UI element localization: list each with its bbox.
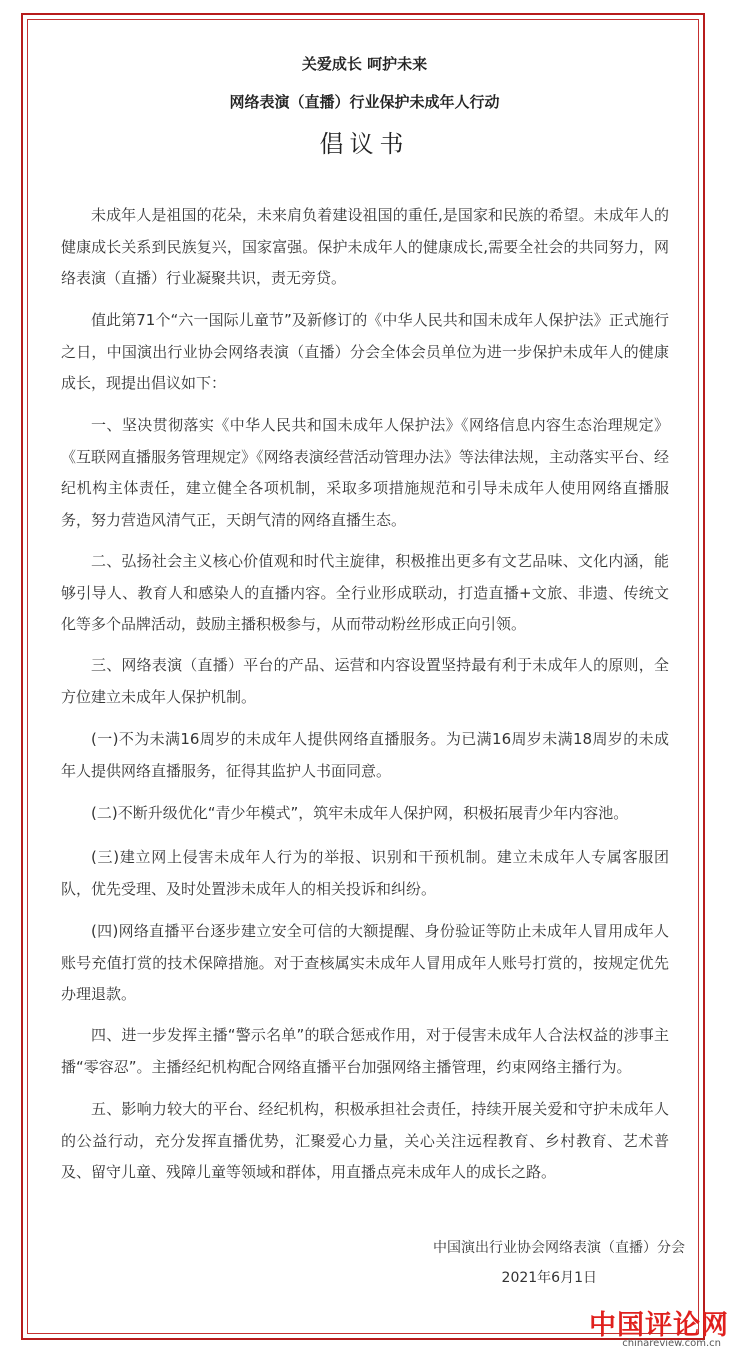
header-slogan: 关爱成长 呵护未来	[301, 55, 428, 73]
paragraph-sub-4: (四)网络直播平台逐步建立安全可信的大额提醒、身份验证等防止未成年人冒用成年人账号充值打赏的技术保障措施。对于查核属实未成年人冒用成年人账号打赏的，按规定优先办理退款。	[61, 922, 669, 1003]
paragraph-item-1: 一、坚决贯彻落实《中华人民共和国未成年人保护法》《网络信息内容生态治理规定》《互联网直播服务管理规定》《网络表演经营活动管理办法》等法律法规，主动落实平台、经纪机构主体责任，建立健全各项机制，采取多项措施规范和引导未成年人使用网络直播服务，努力营造风清气正，天朗气清的网络直播生态。	[61, 416, 669, 529]
watermark-url: chinareview.com.cn	[622, 1338, 721, 1349]
paragraph-item-3: 三、网络表演（直播）平台的产品、运营和内容设置坚持最有利于未成年人的原则，全方位建立未成年人保护机制。	[61, 656, 669, 706]
paragraph-sub-2: (二)不断升级优化“青少年模式”，筑牢未成年人保护网，积极拓展青少年内容池。	[91, 804, 629, 822]
signature-date: 2021年6月1日	[501, 1270, 597, 1286]
paragraph-intro: 未成年人是祖国的花朵，未来肩负着建设祖国的重任,是国家和民族的希望。未成年人的健康成长关系到民族复兴，国家富强。保护未成年人的健康成长,需要全社会的共同努力，网络表演（直播）行业凝聚共识，责无旁贷。	[61, 206, 669, 287]
site-watermark	[589, 1303, 729, 1353]
header-subtitle: 网络表演（直播）行业保护未成年人行动	[229, 93, 500, 111]
paragraph-sub-3: (三)建立网上侵害未成年人行为的举报、识别和干预机制。建立未成年人专属客服团队，优先受理、及时处置涉未成年人的相关投诉和纠纷。	[61, 848, 669, 898]
document-title: 倡议书	[319, 130, 410, 158]
watermark-logo: 中国评论网	[589, 1310, 729, 1341]
signature-org: 中国演出行业协会网络表演（直播）分会	[433, 1240, 685, 1256]
paragraph-item-4: 四、进一步发挥主播“警示名单”的联合惩戒作用，对于侵害未成年人合法权益的涉事主播“零容忍”。主播经纪机构配合网络直播平台加强网络主播管理，约束网络主播行为。	[61, 1026, 669, 1076]
paragraph-occasion: 值此第71个“六一国际儿童节”及新修订的《中华人民共和国未成年人保护法》正式施行之日，中国演出行业协会网络表演（直播）分会全体会员单位为进一步保护未成年人的健康成长，现提出倡议如下：	[61, 311, 669, 392]
paragraph-item-2: 二、弘扬社会主义核心价值观和时代主旋律，积极推出更多有文艺品味、文化内涵，能够引导人、教育人和感染人的直播内容。全行业形成联动，打造直播+文旅、非遗、传统文化等多个品牌活动，鼓励主播积极参与，从而带动粉丝形成正向引领。	[61, 552, 669, 633]
paragraph-item-5: 五、影响力较大的平台、经纪机构，积极承担社会责任，持续开展关爱和守护未成年人的公益行动，充分发挥直播优势，汇聚爱心力量，关心关注远程教育、乡村教育、艺术普及、留守儿童、残障儿童等领域和群体，用直播点亮未成年人的成长之路。	[61, 1100, 669, 1181]
paragraph-sub-1: (一)不为未满16周岁的未成年人提供网络直播服务。为已满16周岁未满18周岁的未成年人提供网络直播服务，征得其监护人书面同意。	[61, 730, 669, 780]
